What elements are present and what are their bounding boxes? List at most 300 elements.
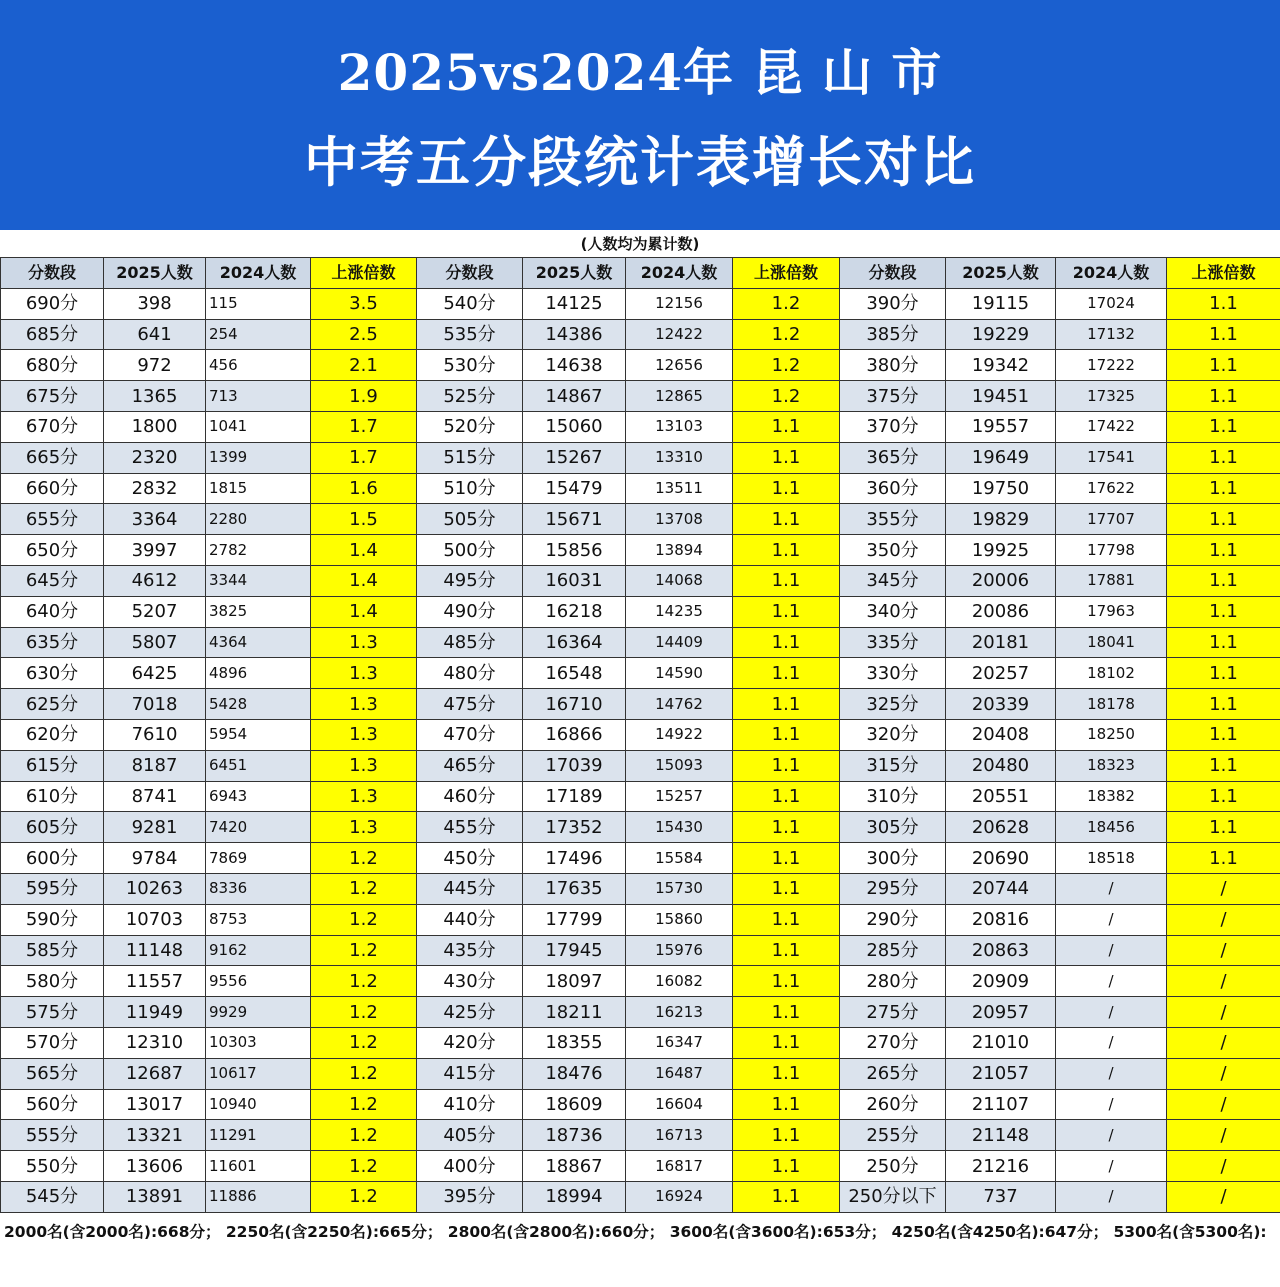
table-cell: / [1056,1151,1167,1182]
table-cell: 1.2 [311,1151,417,1182]
table-cell: 675分 [1,381,104,412]
table-cell: 1.1 [733,473,840,504]
table-cell: 8741 [104,781,206,812]
table-cell: 19229 [946,319,1056,350]
table-cell: 10703 [104,904,206,935]
table-cell: 250分以下 [840,1181,946,1212]
table-cell: 350分 [840,535,946,566]
table-cell: 465分 [417,750,523,781]
table-cell: 445分 [417,873,523,904]
table-cell: 14590 [626,658,733,689]
table-cell: 13017 [104,1089,206,1120]
table-cell: 525分 [417,381,523,412]
table-cell: 295分 [840,873,946,904]
table-cell: 10263 [104,873,206,904]
table-cell: 680分 [1,350,104,381]
table-cell: 330分 [840,658,946,689]
table-row [1,627,1280,658]
table-row [1,504,1280,535]
table-cell: / [1167,1089,1280,1120]
table-cell: 18476 [523,1058,626,1089]
table-cell: 14867 [523,381,626,412]
table-cell: 495分 [417,565,523,596]
table-cell: 19750 [946,473,1056,504]
table-cell: 5807 [104,627,206,658]
table-cell: 685分 [1,319,104,350]
table-cell: 16031 [523,565,626,596]
table-cell: 9784 [104,843,206,874]
table-cell: 4612 [104,565,206,596]
table-cell: 1.2 [311,1181,417,1212]
table-cell: 18102 [1056,658,1167,689]
table-cell: 1.1 [1167,442,1280,473]
table-cell: 16487 [626,1058,733,1089]
table-cell: 1.1 [1167,381,1280,412]
table-cell: 500分 [417,535,523,566]
table-cell: 11557 [104,966,206,997]
table-row [1,381,1280,412]
table-cell: 1.1 [1167,350,1280,381]
table-cell: 510分 [417,473,523,504]
table-cell: 2280 [206,504,311,535]
table-cell: 20744 [946,873,1056,904]
table-cell: 275分 [840,997,946,1028]
table-cell: 1.2 [311,904,417,935]
table-cell: 17024 [1056,288,1167,319]
table-cell: 15093 [626,750,733,781]
table-cell: 16548 [523,658,626,689]
table-cell: 1.9 [311,381,417,412]
table-cell: 16924 [626,1181,733,1212]
table-cell: 1.6 [311,473,417,504]
table-cell: 15060 [523,411,626,442]
table-cell: 300分 [840,843,946,874]
table-cell: / [1167,1151,1280,1182]
table-cell: 440分 [417,904,523,935]
table-cell: 2832 [104,473,206,504]
table-cell: 265分 [840,1058,946,1089]
table-cell: 13103 [626,411,733,442]
table-cell: 6425 [104,658,206,689]
table-row [1,750,1280,781]
table-cell: 1.1 [733,411,840,442]
table-cell: 16866 [523,719,626,750]
table-cell: 1.1 [733,997,840,1028]
table-cell: 1.2 [311,843,417,874]
table-cell: 1.2 [311,1058,417,1089]
table-cell: 260分 [840,1089,946,1120]
table-cell: 665分 [1,442,104,473]
table-row [1,904,1280,935]
table-cell: 21010 [946,1027,1056,1058]
table-cell: 398 [104,288,206,319]
table-cell: 14125 [523,288,626,319]
footer-note: 2000名(含2000名):668分； 2250名(含2250名):665分； 2800名(含2800名):660分； 3600名(含3600名):653分； 4250名(含4250名):647分； 5300名(含5300名): [4,1223,1267,1241]
table-cell: 12656 [626,350,733,381]
table-cell: 580分 [1,966,104,997]
table-cell: 600分 [1,843,104,874]
table-cell: 18518 [1056,843,1167,874]
table-cell: 20339 [946,689,1056,720]
table-cell: 20909 [946,966,1056,997]
table-cell: 270分 [840,1027,946,1058]
score-table [0,257,1280,1213]
table-cell: 370分 [840,411,946,442]
table-cell: 530分 [417,350,523,381]
table-cell: / [1056,1181,1167,1212]
table-cell: 14922 [626,719,733,750]
table-cell: 17798 [1056,535,1167,566]
table-cell: 645分 [1,565,104,596]
table-row [1,1058,1280,1089]
table-cell: 1815 [206,473,311,504]
table-cell: 11949 [104,997,206,1028]
table-cell: 1800 [104,411,206,442]
table-cell: 1.1 [1167,504,1280,535]
table-cell: 1.1 [733,781,840,812]
table-cell: 380分 [840,350,946,381]
column-header: 2024人数 [206,258,311,289]
table-cell: 5954 [206,719,311,750]
table-cell: 1.1 [733,658,840,689]
table-note: (人数均为累计数) [580,235,700,253]
table-cell: 1.1 [1167,689,1280,720]
table-cell: 2.5 [311,319,417,350]
table-cell: 9929 [206,997,311,1028]
table-cell: 1.1 [733,904,840,935]
table-row [1,1151,1280,1182]
table-cell: 1.1 [733,1089,840,1120]
table-row [1,319,1280,350]
table-cell: 480分 [417,658,523,689]
table-row [1,565,1280,596]
table-cell: 15584 [626,843,733,874]
table-cell: 17963 [1056,596,1167,627]
table-row [1,535,1280,566]
table-cell: 650分 [1,535,104,566]
table-cell: 1.1 [733,689,840,720]
table-cell: 20257 [946,658,1056,689]
table-cell: 475分 [417,689,523,720]
table-cell: 310分 [840,781,946,812]
table-cell: / [1167,1027,1280,1058]
table-cell: / [1056,1027,1167,1058]
table-cell: / [1167,1181,1280,1212]
table-cell: 285分 [840,935,946,966]
table-row [1,1120,1280,1151]
table-cell: 405分 [417,1120,523,1151]
table-cell: / [1056,1058,1167,1089]
table-cell: 1.2 [311,1027,417,1058]
table-cell: 385分 [840,319,946,350]
table-cell: / [1056,1089,1167,1120]
table-cell: / [1056,966,1167,997]
table-cell: 1365 [104,381,206,412]
table-cell: 1.2 [733,350,840,381]
table-cell: 18994 [523,1181,626,1212]
table-cell: 455分 [417,812,523,843]
table-cell: 1.1 [1167,843,1280,874]
table-cell: 16817 [626,1151,733,1182]
table-cell: 1.1 [733,1120,840,1151]
table-cell: 16347 [626,1027,733,1058]
column-header: 2024人数 [1056,258,1167,289]
table-cell: 1041 [206,411,311,442]
table-row [1,781,1280,812]
table-cell: 15671 [523,504,626,535]
table-cell: 9281 [104,812,206,843]
table-cell: / [1167,935,1280,966]
table-cell: 8187 [104,750,206,781]
table-cell: 1.1 [733,627,840,658]
table-cell: 18867 [523,1151,626,1182]
table-cell: 2782 [206,535,311,566]
table-cell: 1.3 [311,658,417,689]
table-cell: 17039 [523,750,626,781]
title-banner [0,0,1280,230]
column-header: 分数段 [1,258,104,289]
table-cell: 545分 [1,1181,104,1212]
table-cell: 13321 [104,1120,206,1151]
table-cell: 655分 [1,504,104,535]
table-cell: 1.2 [733,381,840,412]
table-cell: 16364 [523,627,626,658]
table-cell: 20863 [946,935,1056,966]
table-cell: / [1056,935,1167,966]
table-row [1,1181,1280,1212]
table-cell: 20480 [946,750,1056,781]
table-cell: 19557 [946,411,1056,442]
table-cell: 9162 [206,935,311,966]
table-cell: 18382 [1056,781,1167,812]
table-cell: 15479 [523,473,626,504]
table-cell: 17496 [523,843,626,874]
table-row [1,935,1280,966]
table-cell: 14409 [626,627,733,658]
column-header: 分数段 [417,258,523,289]
table-cell: 450分 [417,843,523,874]
table-cell: 3997 [104,535,206,566]
table-cell: 1.3 [311,689,417,720]
table-cell: 420分 [417,1027,523,1058]
table-cell: 3825 [206,596,311,627]
table-cell: 17622 [1056,473,1167,504]
table-cell: 1.1 [733,719,840,750]
table-cell: / [1167,904,1280,935]
table-cell: 340分 [840,596,946,627]
table-header-row [1,258,1280,289]
table-cell: 14386 [523,319,626,350]
table-cell: 1.2 [733,319,840,350]
table-cell: 1.1 [733,873,840,904]
table-cell: / [1167,1120,1280,1151]
table-cell: 1.1 [1167,288,1280,319]
table-cell: 16213 [626,997,733,1028]
table-cell: 425分 [417,997,523,1028]
table-cell: 9556 [206,966,311,997]
table-cell: 1.1 [1167,411,1280,442]
table-cell: 400分 [417,1151,523,1182]
table-cell: 1.1 [733,442,840,473]
table-cell: 12310 [104,1027,206,1058]
table-cell: 6451 [206,750,311,781]
table-cell: 17132 [1056,319,1167,350]
table-cell: 1.4 [311,535,417,566]
table-cell: 18323 [1056,750,1167,781]
table-cell: 290分 [840,904,946,935]
table-cell: 365分 [840,442,946,473]
table-cell: 737 [946,1181,1056,1212]
table-cell: 13891 [104,1181,206,1212]
table-cell: 15257 [626,781,733,812]
table-cell: 13511 [626,473,733,504]
table-cell: 520分 [417,411,523,442]
table-cell: 585分 [1,935,104,966]
table-cell: 485分 [417,627,523,658]
table-cell: / [1056,1120,1167,1151]
table-cell: 17352 [523,812,626,843]
table-cell: 16604 [626,1089,733,1120]
table-cell: 5428 [206,689,311,720]
table-cell: 335分 [840,627,946,658]
table-cell: 1.1 [1167,719,1280,750]
table-cell: 1399 [206,442,311,473]
table-row [1,350,1280,381]
table-row [1,812,1280,843]
table-cell: 16082 [626,966,733,997]
table-cell: / [1056,904,1167,935]
table-cell: 20690 [946,843,1056,874]
table-cell: 10303 [206,1027,311,1058]
table-cell: / [1167,966,1280,997]
table-row [1,596,1280,627]
column-header: 上涨倍数 [1167,258,1280,289]
table-cell: / [1056,997,1167,1028]
column-header: 上涨倍数 [311,258,417,289]
table-cell: 11886 [206,1181,311,1212]
table-cell: 1.2 [311,1089,417,1120]
table-cell: 13310 [626,442,733,473]
table-cell: 1.1 [1167,319,1280,350]
table-cell: / [1167,1058,1280,1089]
table-cell: 1.1 [733,750,840,781]
table-cell: 1.5 [311,504,417,535]
table-cell: 20816 [946,904,1056,935]
table-cell: 17635 [523,873,626,904]
table-cell: 630分 [1,658,104,689]
column-header: 2024人数 [626,258,733,289]
table-cell: 17325 [1056,381,1167,412]
table-cell: 590分 [1,904,104,935]
column-header: 2025人数 [523,258,626,289]
table-cell: 1.1 [1167,596,1280,627]
table-cell: / [1167,997,1280,1028]
table-cell: 18211 [523,997,626,1028]
table-row [1,288,1280,319]
table-row [1,473,1280,504]
column-header: 分数段 [840,258,946,289]
column-header: 上涨倍数 [733,258,840,289]
table-cell: 515分 [417,442,523,473]
table-row [1,689,1280,720]
table-cell: 535分 [417,319,523,350]
table-cell: 1.1 [733,1058,840,1089]
table-cell: / [1056,873,1167,904]
table-cell: 12687 [104,1058,206,1089]
table-cell: 460分 [417,781,523,812]
table-cell: 540分 [417,288,523,319]
table-cell: 555分 [1,1120,104,1151]
table-cell: 16713 [626,1120,733,1151]
table-cell: 18736 [523,1120,626,1151]
table-cell: 7869 [206,843,311,874]
table-cell: 14638 [523,350,626,381]
table-cell: 12865 [626,381,733,412]
table-cell: 3.5 [311,288,417,319]
table-row [1,442,1280,473]
table-cell: 1.1 [733,966,840,997]
table-cell: 315分 [840,750,946,781]
title-line-1: 2025vs2024年 昆 山 市 [337,43,943,102]
table-row [1,843,1280,874]
table-cell: 375分 [840,381,946,412]
table-cell: 255分 [840,1120,946,1151]
table-cell: 19451 [946,381,1056,412]
table-cell: 1.1 [1167,658,1280,689]
table-cell: 15730 [626,873,733,904]
table-cell: 1.3 [311,812,417,843]
table-cell: 360分 [840,473,946,504]
table-cell: 17422 [1056,411,1167,442]
table-cell: 20181 [946,627,1056,658]
table-cell: 1.2 [311,873,417,904]
table-row [1,997,1280,1028]
table-cell: 280分 [840,966,946,997]
table-cell: 435分 [417,935,523,966]
table-cell: 641 [104,319,206,350]
table-cell: 17881 [1056,565,1167,596]
table-cell: 10940 [206,1089,311,1120]
table-cell: 640分 [1,596,104,627]
table-cell: 3364 [104,504,206,535]
table-cell: 19342 [946,350,1056,381]
table-cell: 18456 [1056,812,1167,843]
table-cell: 570分 [1,1027,104,1058]
table-cell: 972 [104,350,206,381]
table-cell: 17222 [1056,350,1167,381]
table-cell: 660分 [1,473,104,504]
table-cell: 1.1 [733,935,840,966]
table-cell: 430分 [417,966,523,997]
table-cell: 690分 [1,288,104,319]
table-cell: 1.1 [733,812,840,843]
table-cell: 20006 [946,565,1056,596]
table-cell: 1.1 [733,1027,840,1058]
table-cell: 345分 [840,565,946,596]
table-cell: 1.1 [1167,565,1280,596]
table-cell: 415分 [417,1058,523,1089]
table-row [1,1089,1280,1120]
table-cell: 456 [206,350,311,381]
table-row [1,873,1280,904]
table-cell: 7420 [206,812,311,843]
table-cell: 21148 [946,1120,1056,1151]
table-cell: 6943 [206,781,311,812]
table-cell: 8336 [206,873,311,904]
table-cell: 18041 [1056,627,1167,658]
table-cell: 254 [206,319,311,350]
table-cell: 1.4 [311,596,417,627]
